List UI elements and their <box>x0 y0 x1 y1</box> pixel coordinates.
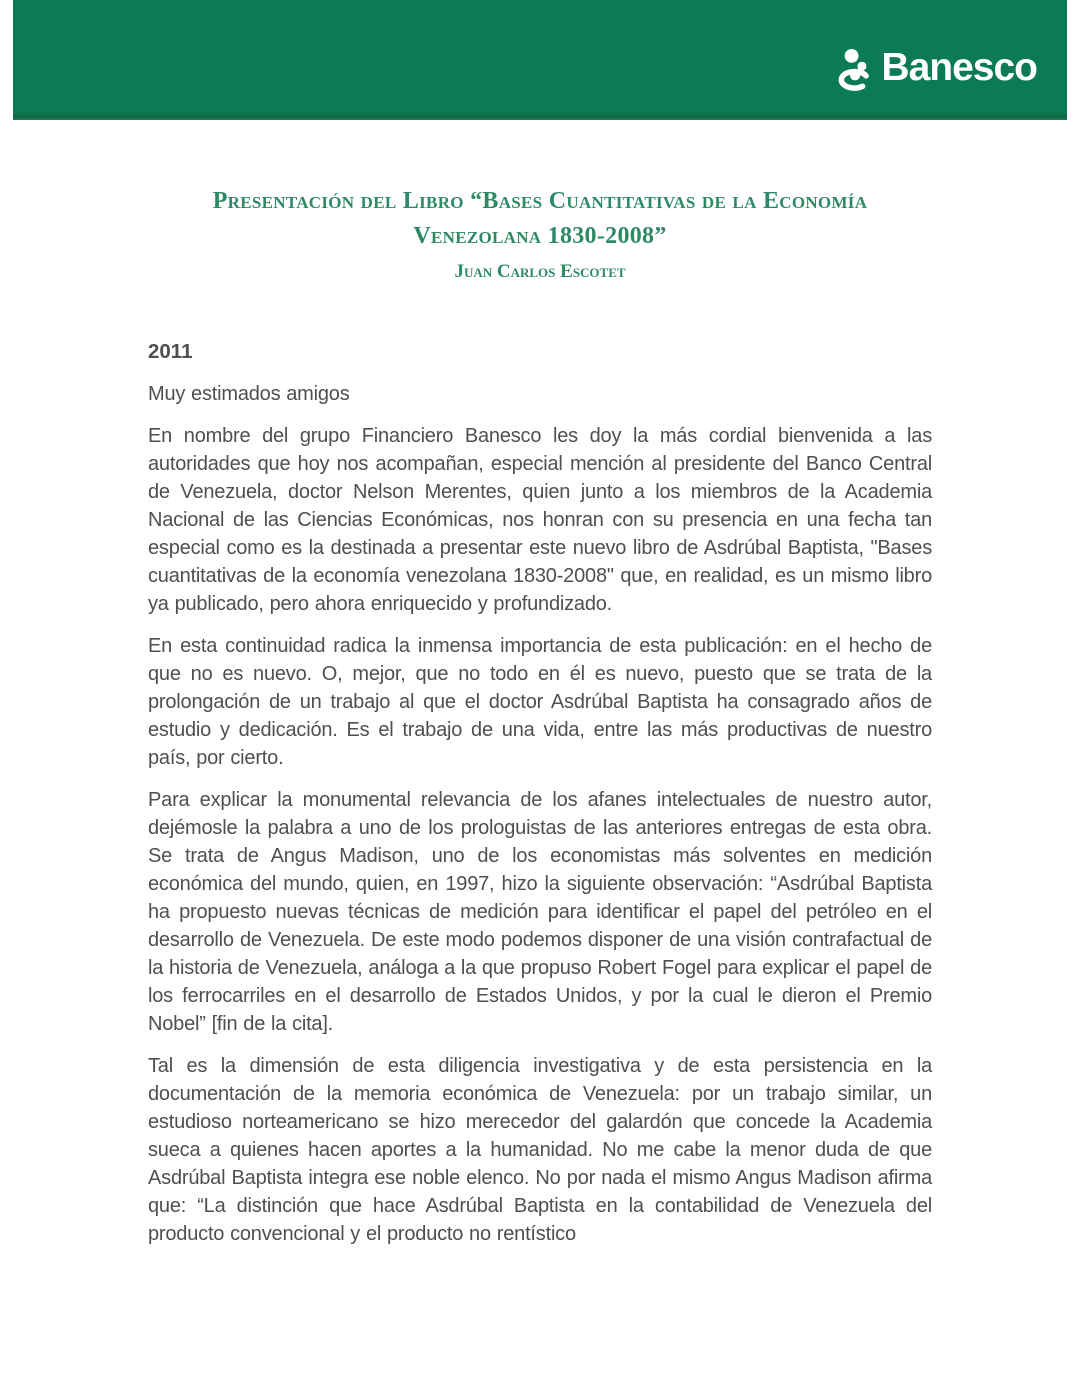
banesco-logo-icon <box>835 44 873 94</box>
document-body <box>148 120 932 1262</box>
banesco-logo <box>835 44 1037 94</box>
year-heading: 2011 <box>148 340 193 363</box>
brand-name: Banesco <box>881 46 1037 89</box>
document-title <box>148 184 932 254</box>
title-line-2: Venezolana 1830-2008” <box>413 223 667 249</box>
author-name: Juan Carlos Escotet <box>454 261 626 282</box>
greeting-line: Muy estimados amigos <box>148 383 350 405</box>
paragraph: Para explicar la monumental relevancia de los afanes intelectuales de nuestro autor, dejémosle la palabra a uno de los prologuistas de las anteriores entregas de esta obra. Se trata de Angus Madison, uno de los economistas más solventes en medición económica del mundo, quien, en 1997, hizo la siguiente observación: “Asdrúbal Baptista ha propuesto nuevas técnicas de medición para identificar el papel del petróleo en el desarrollo de Venezuela. De este modo podemos disponer de una visión contrafactual de la historia de Venezuela, análoga a la que propuso Robert Fogel para explicar el papel de los ferrocarriles en el desarrollo de Estados Unidos, y por la cual le dieron el Premio Nobel” [fin de la cita]. <box>148 789 932 1035</box>
header-band <box>13 0 1067 120</box>
title-line-1: Presentación del Libro “Bases Cuantitativas de la Economía <box>212 188 868 214</box>
paragraph: En nombre del grupo Financiero Banesco les doy la más cordial bienvenida a las autoridades que hoy nos acompañan, especial mención al presidente del Banco Central de Venezuela, doctor Nelson Merentes, quien junto a los miembros de la Academia Nacional de las Ciencias Económicas, nos honran con su presencia en una fecha tan especial como es la destinada a presentar este nuevo libro de Asdrúbal Baptista, "Bases cuantitativas de la economía venezolana 1830-2008" que, en realidad, es un mismo libro ya publicado, pero ahora enriquecido y profundizado. <box>148 425 932 615</box>
paragraph: Tal es la dimensión de esta diligencia investigativa y de esta persistencia en la documentación de la memoria económica de Venezuela: por un trabajo similar, un estudioso norteamericano se hizo merecedor del galardón que concede la Academia sueca a quienes hacen aportes a la humanidad. No me cabe la menor duda de que Asdrúbal Baptista integra ese noble elenco. No por nada el mismo Angus Madison afirma que: “La distinción que hace Asdrúbal Baptista en la contabilidad de Venezuela del producto convencional y el producto no rentístico <box>148 1055 932 1245</box>
paragraph: En esta continuidad radica la inmensa importancia de esta publicación: en el hecho de que no es nuevo. O, mejor, que no todo en él es nuevo, puesto que se trata de la prolongación de un trabajo al que el doctor Asdrúbal Baptista ha consagrado años de estudio y dedicación. Es el trabajo de una vida, entre las más productivas de nuestro país, por cierto. <box>148 635 932 769</box>
